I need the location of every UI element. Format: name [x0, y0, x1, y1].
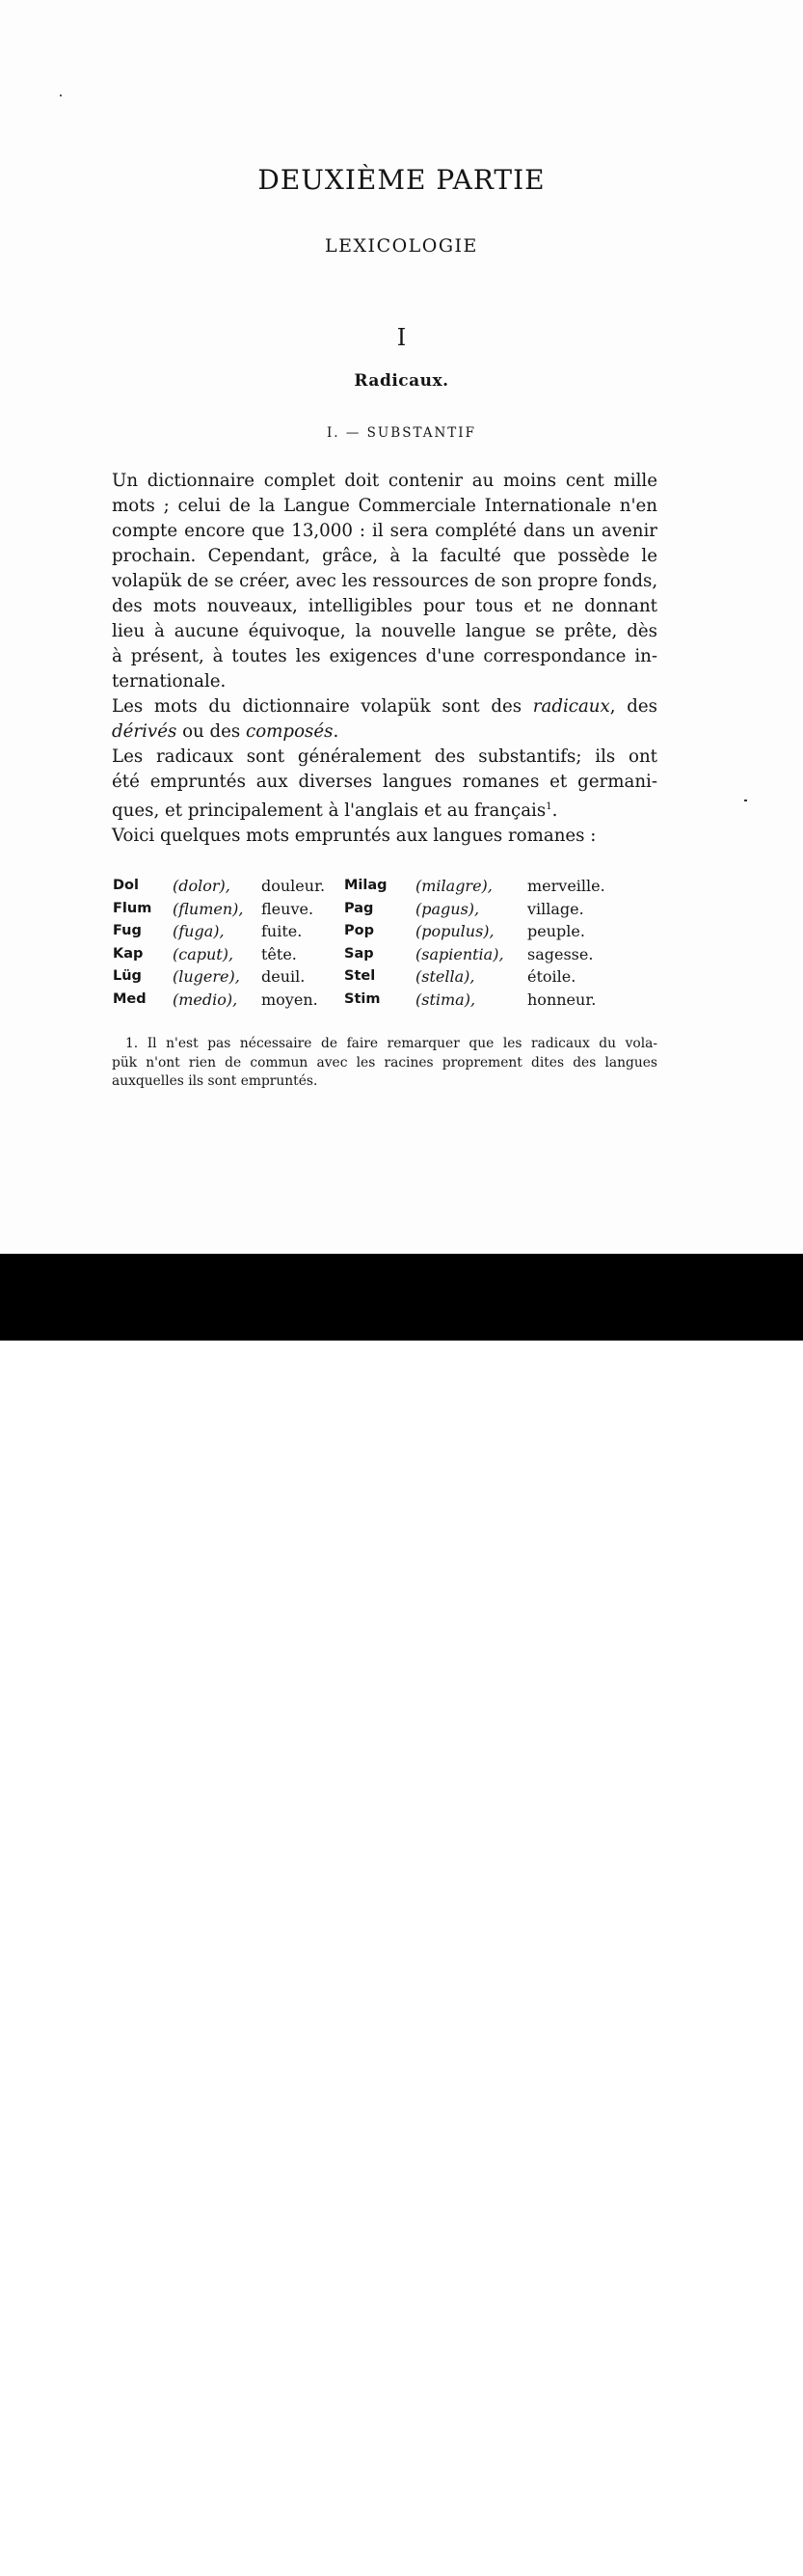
text-line: volapük de se créer, avec les ressources de son propre fonds, — [112, 571, 658, 591]
emphasis: dérivés — [112, 721, 177, 742]
text-line: été empruntés aux diverses langues romanes et germani- — [112, 772, 657, 792]
footnote-line: auxquelles ils sont empruntés. — [112, 1073, 318, 1089]
french-meaning: merveille. — [527, 877, 605, 895]
table-row — [113, 875, 605, 898]
volapuk-word: Fug — [113, 923, 142, 938]
latin-source: (fuga), — [173, 922, 225, 940]
latin-source: (milagre), — [415, 877, 493, 895]
french-meaning: douleur. — [261, 877, 326, 895]
text-line: Les radicaux sont généralement des substantifs; ils ont — [112, 746, 657, 767]
subsection-heading: I. — SUBSTANTIF — [326, 425, 477, 441]
text-line: Les mots du dictionnaire volapük sont des radicaux, des — [112, 696, 657, 717]
emphasis: radicaux — [532, 696, 610, 717]
text-line: Un dictionnaire complet doit contenir au moins cent mille — [112, 471, 657, 491]
chapter-numeral: I — [396, 324, 407, 351]
body-text — [112, 469, 657, 849]
french-meaning: fuite. — [261, 922, 303, 940]
table-row — [113, 965, 605, 989]
print-speck — [60, 95, 62, 96]
french-meaning: deuil. — [261, 967, 306, 986]
latin-source: (stella), — [415, 967, 475, 986]
text-line: mots ; celui de la Langue Commerciale Internationale n'en — [112, 496, 657, 516]
vocabulary-table — [113, 875, 605, 1011]
volapuk-word: Stim — [344, 990, 381, 1007]
french-meaning: sagesse. — [527, 944, 594, 963]
volapuk-word: Pop — [344, 923, 374, 938]
volapuk-word: Sap — [344, 945, 374, 962]
watermark-url: www.alamy.com — [663, 2559, 780, 2576]
latin-source: (sapientia), — [415, 944, 504, 963]
text-line: à présent, à toutes les exigences d'une correspondance in- — [112, 646, 657, 666]
section-title: Radicaux. — [354, 371, 449, 391]
footnote — [112, 1035, 657, 1092]
part-subtitle: LEXICOLOGIE — [325, 235, 478, 257]
footnote-marker: 1 — [546, 801, 552, 812]
footnote-line: pük n'ont rien de commun avec les racines proprement dites des langues — [112, 1054, 657, 1071]
text-line: dérivés ou des composés. — [112, 721, 339, 742]
footnote-line: 1. Il n'est pas nécessaire de faire remarquer que les radicaux du vola- — [125, 1036, 657, 1051]
latin-source: (populus), — [415, 922, 495, 940]
alamy-logo: alamy — [21, 2523, 160, 2572]
french-meaning: honneur. — [527, 990, 597, 1009]
book-page — [0, 0, 803, 1254]
french-meaning: tête. — [261, 944, 297, 963]
volapuk-word: Milag — [344, 878, 388, 893]
french-meaning: village. — [527, 899, 584, 918]
french-meaning: peuple. — [527, 922, 585, 940]
french-meaning: fleuve. — [261, 899, 314, 918]
volapuk-word: Pag — [344, 900, 374, 916]
latin-source: (pagus), — [415, 899, 480, 918]
latin-source: (dolor), — [173, 877, 230, 895]
text-line: compte encore que 13,000 : il sera complété dans un avenir — [112, 521, 657, 541]
latin-source: (stima), — [415, 990, 476, 1009]
text-line: ques, et principalement à l'anglais et au français$^1$. — [112, 800, 558, 822]
text-line: des mots nouveaux, intelligibles pour tous et ne donnant — [112, 596, 657, 616]
volapuk-word: Med — [113, 990, 147, 1007]
volapuk-word: Kap — [113, 945, 144, 962]
latin-source: (caput), — [173, 944, 234, 963]
part-title: DEUXIÈME PARTIE — [257, 164, 546, 196]
french-meaning: étoile. — [527, 967, 576, 986]
volapuk-word: Stel — [344, 968, 376, 984]
french-meaning: moyen. — [261, 990, 318, 1009]
image-id: KXPB3C — [718, 2530, 780, 2548]
watermark-bar — [0, 1254, 803, 2576]
volapuk-word: Flum — [113, 900, 152, 916]
volapuk-word: Dol — [113, 878, 139, 893]
text-line: prochain. Cependant, grâce, à la faculté que possède le — [112, 546, 657, 566]
table-row — [113, 920, 605, 943]
text-line: lieu à aucune équivoque, la nouvelle langue se prête, dès — [112, 621, 657, 641]
print-speck — [744, 800, 747, 801]
text-line: ternationale. — [112, 671, 227, 691]
latin-source: (lugere), — [173, 967, 240, 986]
latin-source: (medio), — [173, 990, 238, 1009]
volapuk-word: Lüg — [113, 968, 142, 984]
text-line: Voici quelques mots empruntés aux langues romanes : — [112, 826, 597, 847]
table-row — [113, 943, 605, 966]
latin-source: (flumen), — [173, 899, 244, 918]
table-row — [113, 898, 605, 921]
table-row — [113, 989, 605, 1012]
emphasis: composés — [246, 721, 334, 742]
